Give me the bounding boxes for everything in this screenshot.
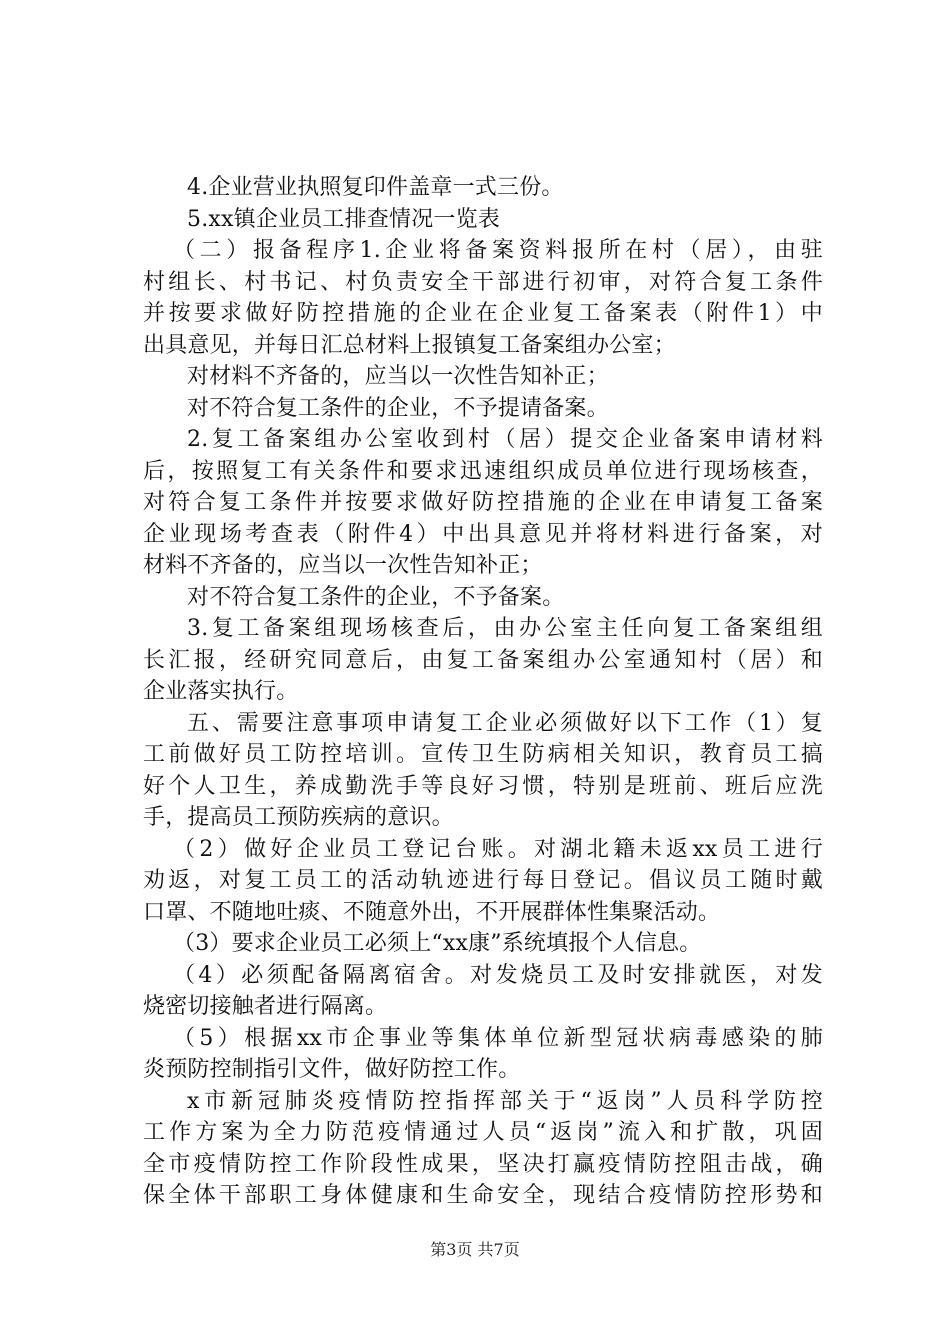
text-line: 对符合复工条件并按要求做好防控措施的企业在申请复工备案 (143, 490, 823, 515)
text-line: 企业现场考查表（附件4）中出具意见并将材料进行备案，对 (143, 521, 823, 547)
text-line: 劝返，对复工员工的活动轨迹进行每日登记。倡议员工随时戴 (143, 868, 823, 893)
text-line: （3）要求企业员工必须上“xx康”系统填报个人信息。 (173, 931, 702, 956)
text-line: 4.企业营业执照复印件盖章一式三份。 (187, 175, 564, 200)
text-line: 材料不齐备的，应当以一次性告知补正； (143, 553, 543, 578)
text-line: （二）报备程序1.企业将备案资料报所在村（居），由驻 (173, 238, 823, 263)
text-line: 全市疫情防控工作阶段性成果，坚决打赢疫情防控阻击战，确 (143, 1151, 823, 1177)
page-number-label: 第3页 共7页 (430, 1240, 520, 1259)
text-line: 3.复工备案组现场核查后，由办公室主任向复工备案组组 (187, 616, 823, 641)
text-line: 工前做好员工防控培训。宣传卫生防病相关知识，教育员工搞 (143, 742, 823, 767)
text-line: 并按要求做好防控措施的企业在企业复工备案表（附件1）中 (143, 301, 823, 326)
text-line: 工作方案为全力防范疫情通过人员“返岗”流入和扩散，巩固 (143, 1120, 823, 1145)
text-line: 5.xx镇企业员工排查情况一览表 (187, 206, 501, 232)
text-line: 口罩、不随地吐痰、不随意外出，不开展群体性集聚活动。 (143, 899, 721, 925)
text-line: 对材料不齐备的，应当以一次性告知补正； (187, 364, 609, 389)
text-line: 五、需要注意事项申请复工企业必须做好以下工作（1）复 (187, 710, 823, 736)
text-line: 炎预防控制指引文件，做好防控工作。 (143, 1057, 521, 1082)
text-line: （5）根据xx市企事业等集体单位新型冠状病毒感染的肺 (173, 1025, 823, 1051)
text-line: （4）必须配备隔离宿舍。对发烧员工及时安排就医，对发 (173, 962, 823, 988)
text-line: 村组长、村书记、村负责安全干部进行初审，对符合复工条件 (143, 269, 823, 295)
text-line: 手，提高员工预防疾病的意识。 (143, 805, 454, 830)
text-line: 后，按照复工有关条件和要求迅速组织成员单位进行现场核查， (143, 458, 823, 484)
text-line: 企业落实执行。 (143, 679, 299, 704)
text-line: 长汇报，经研究同意后，由复工备案组办公室通知村（居）和 (143, 647, 823, 673)
text-line: x市新冠肺炎疫情防控指挥部关于“返岗”人员科学防控 (187, 1088, 823, 1114)
document-body (143, 172, 823, 1212)
text-line: 对不符合复工条件的企业，不予备案。 (187, 584, 565, 610)
text-line: 烧密切接触者进行隔离。 (143, 994, 388, 1019)
text-line: 对不符合复工条件的企业，不予提请备案。 (187, 395, 609, 421)
text-line: 出具意见，并每日汇总材料上报镇复工备案组办公室； (143, 332, 676, 358)
page-footer (0, 1240, 950, 1260)
text-line: （2）做好企业员工登记台账。对湖北籍未返xx员工进行 (173, 836, 823, 862)
text-line: 好个人卫生，养成勤洗手等良好习惯，特别是班前、班后应洗 (143, 773, 823, 799)
text-line: 2.复工备案组办公室收到村（居）提交企业备案申请材料 (187, 427, 823, 452)
text-line: 保全体干部职工身体健康和生命安全，现结合疫情防控形势和 (143, 1183, 823, 1208)
